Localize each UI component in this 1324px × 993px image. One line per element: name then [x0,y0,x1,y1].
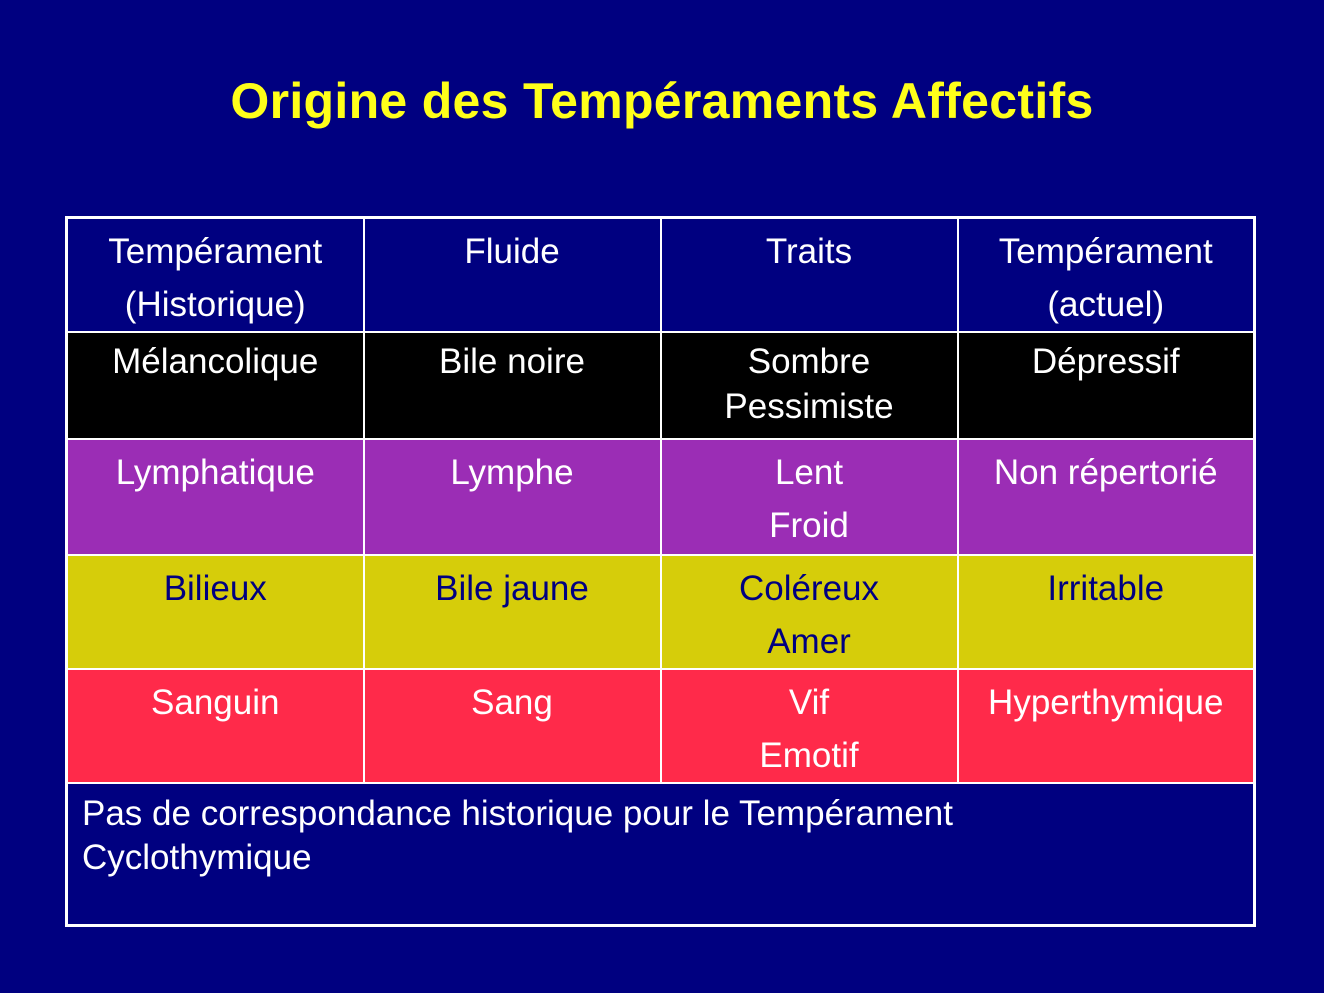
cell-line: Sombre [747,342,871,381]
header-cell-temperament-actuel [958,218,1255,333]
note-line: Pas de correspondance historique pour le Tempérament [82,794,953,833]
cell-line: Hyperthymique [988,683,1224,722]
note-line: Cyclothymique [82,838,312,877]
cell-line: Mélancolique [112,342,319,381]
cell-line: Tempérament [108,232,323,271]
table-cell [661,555,958,669]
table-cell [364,669,661,783]
cell-line: Non répertorié [993,453,1218,492]
header-cell-traits [661,218,958,333]
cell-line: Bile noire [439,342,585,381]
cell-line: Lymphatique [115,453,315,492]
table-cell [958,669,1255,783]
table-cell [661,669,958,783]
note-cell [67,783,1255,926]
cell-line: Sanguin [151,683,280,722]
cell-line: Dépressif [1031,342,1180,381]
table-cell [364,332,661,439]
cell-line: Fluide [464,232,560,271]
table-cell [364,439,661,555]
cell-line: Tempérament [998,232,1213,271]
header-cell-temperament-historique [67,218,364,333]
temperaments-table [65,216,1256,927]
table-cell [661,332,958,439]
table-row-sanguin [67,669,1255,783]
cell-line: Amer [767,622,851,661]
table-cell [958,439,1255,555]
cell-line: Lent [774,453,844,492]
table-cell [364,555,661,669]
cell-line: Irritable [1047,569,1165,608]
table-cell [958,332,1255,439]
table-cell [661,439,958,555]
table-row-melancolique [67,332,1255,439]
table-cell [67,439,364,555]
cell-line: Lymphe [450,453,574,492]
table-row-bilieux [67,555,1255,669]
cell-line: Bile jaune [435,569,589,608]
cell-line: Emotif [759,736,859,775]
cell-line: Pessimiste [724,387,894,426]
cell-line: (Historique) [124,285,306,324]
cell-line: Sang [471,683,553,722]
table-cell [958,555,1255,669]
cell-line: Traits [765,232,853,271]
cell-line: Coléreux [738,569,880,608]
table-cell [67,555,364,669]
table-header-row [67,218,1255,333]
cell-line: Vif [788,683,830,722]
table-cell [67,669,364,783]
table-cell [67,332,364,439]
slide-title: Origine des Tempéraments Affectifs [230,73,1094,129]
cell-line: (actuel) [1047,285,1165,324]
header-cell-fluide [364,218,661,333]
table-note-row [67,783,1255,926]
table-row-lymphatique [67,439,1255,555]
cell-line: Bilieux [163,569,267,608]
cell-line: Froid [769,506,849,545]
